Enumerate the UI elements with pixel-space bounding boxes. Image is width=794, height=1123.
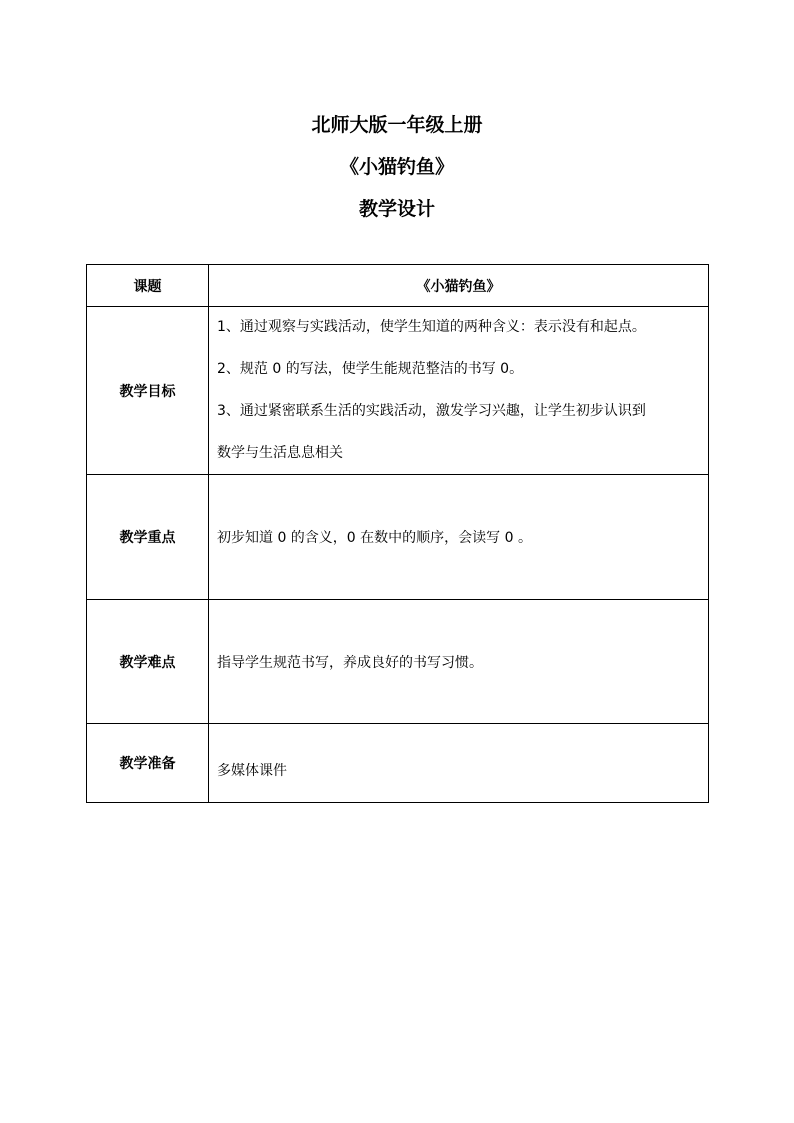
goals-label: 教学目标 bbox=[87, 307, 209, 475]
title-edition: 北师大版一年级上册 bbox=[311, 114, 483, 136]
difficulties-label: 教学难点 bbox=[87, 600, 209, 724]
topic-value: 《小猫钓鱼》 bbox=[209, 265, 709, 307]
title-lesson: 《小猫钓鱼》 bbox=[339, 156, 454, 178]
goal-item: 2、规范 0 的写法，使学生能规范整洁的书写 0。 bbox=[217, 361, 524, 377]
goal-item: 3、通过紧密联系生活的实践活动，激发学习兴趣，让学生初步认识到 bbox=[217, 403, 646, 419]
goal-item: 1、通过观察与实践活动，使学生知道的两种含义：表示没有和起点。 bbox=[217, 319, 646, 335]
preparation-label: 教学准备 bbox=[87, 724, 209, 803]
lesson-plan-table bbox=[86, 264, 709, 803]
document-title bbox=[0, 104, 794, 230]
difficulties-content: 指导学生规范书写，养成良好的书写习惯。 bbox=[209, 600, 709, 724]
table-row-topic bbox=[87, 265, 709, 307]
table-row-preparation bbox=[87, 724, 709, 803]
goals-content bbox=[209, 307, 709, 475]
table-row-key-points bbox=[87, 475, 709, 600]
key-points-label: 教学重点 bbox=[87, 475, 209, 600]
title-design: 教学设计 bbox=[358, 198, 435, 220]
topic-label: 课题 bbox=[87, 265, 209, 307]
preparation-content: 多媒体课件 bbox=[209, 724, 709, 803]
table-row-difficulties bbox=[87, 600, 709, 724]
key-points-content: 初步知道 0 的含义，0 在数中的顺序，会读写 0 。 bbox=[209, 475, 709, 600]
goal-item-continued: 数学与生活息息相关 bbox=[217, 445, 343, 461]
table-row-goals bbox=[87, 307, 709, 475]
